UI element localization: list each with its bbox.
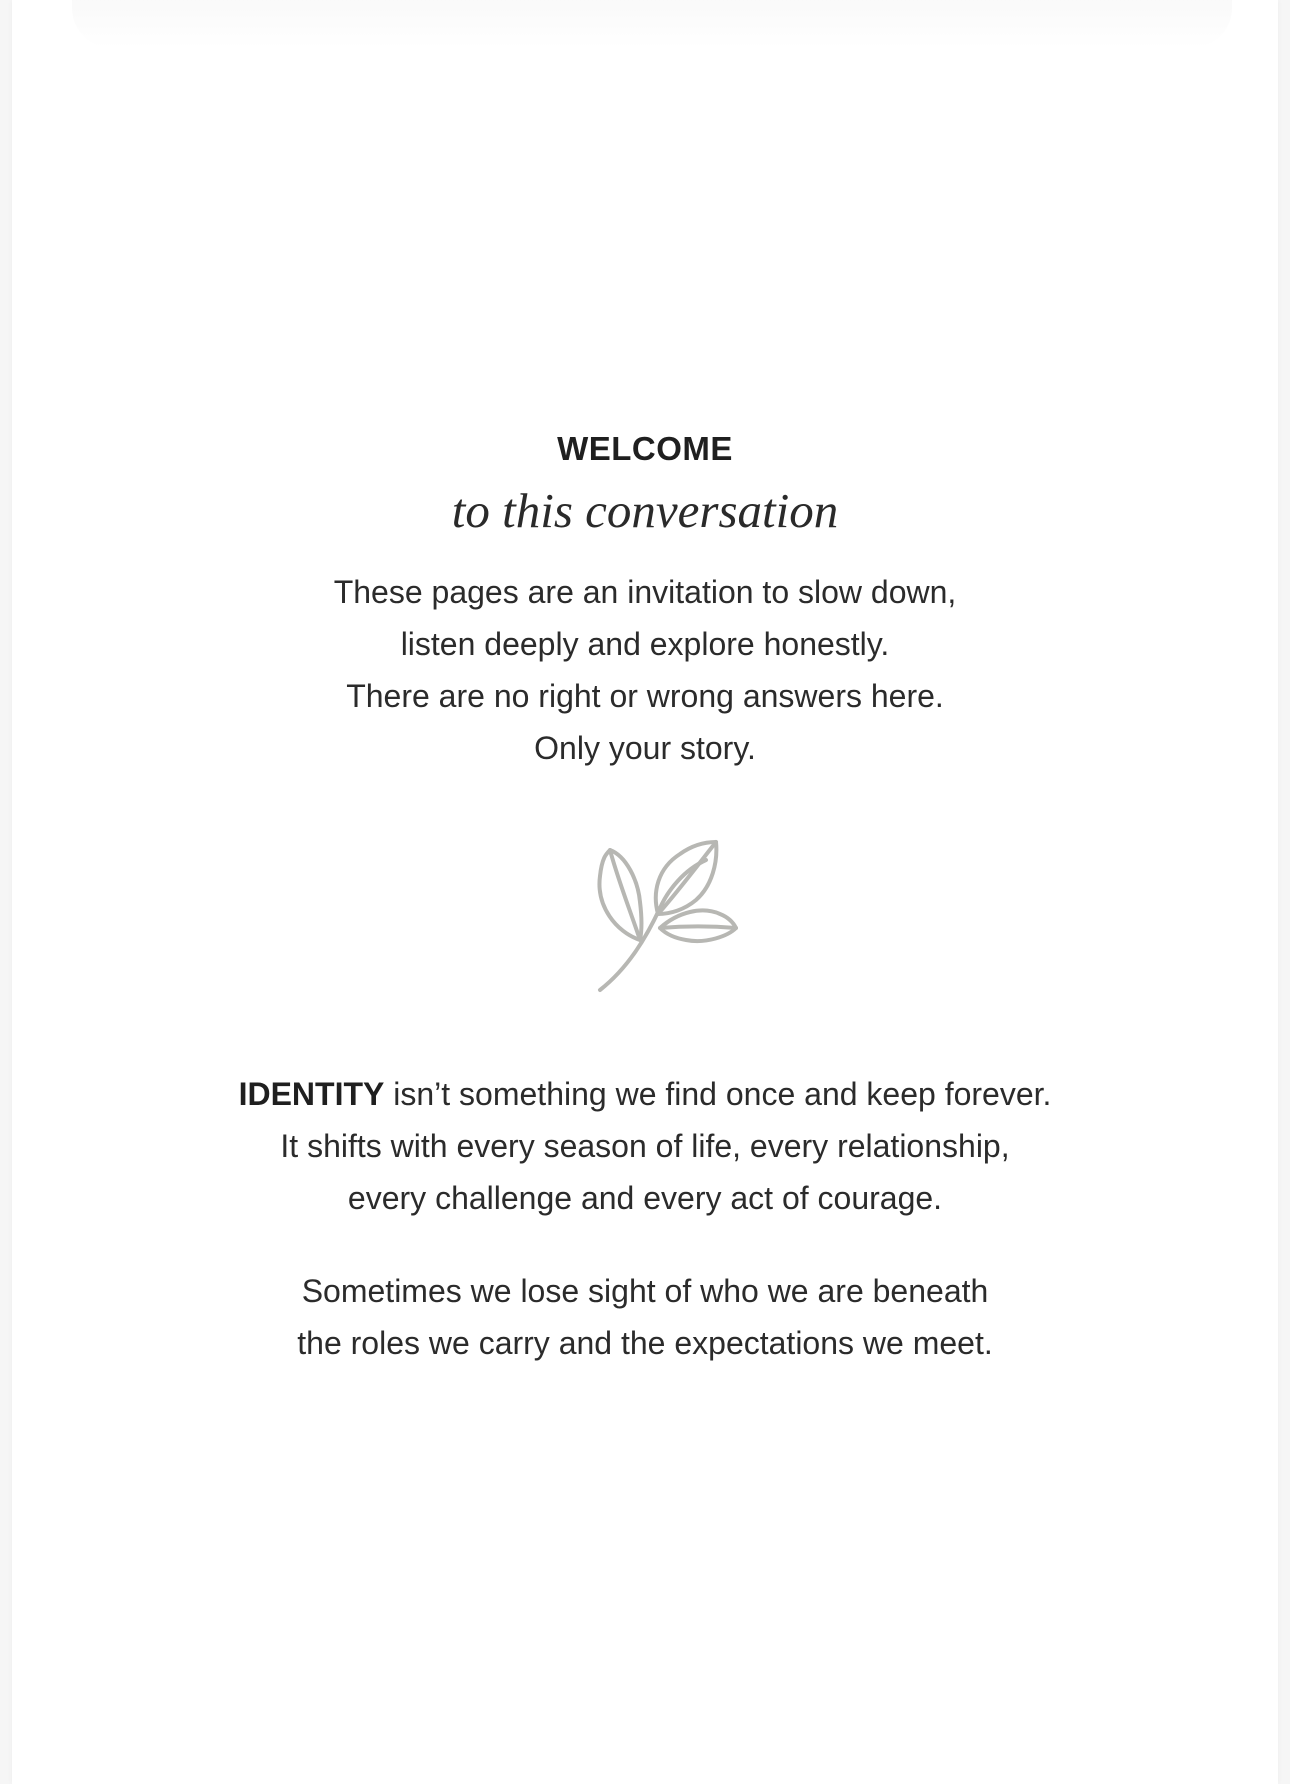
identity-keyword: IDENTITY: [238, 1076, 385, 1112]
welcome-heading: WELCOME: [557, 430, 733, 467]
intro-line: listen deeply and explore honestly.: [400, 626, 890, 662]
page-top-shadow: [72, 0, 1232, 48]
closing-line: the roles we carry and the expectations we meet.: [297, 1325, 993, 1361]
identity-line: It shifts with every season of life, every relationship,: [280, 1128, 1010, 1164]
intro-line: There are no right or wrong answers here.: [346, 678, 944, 714]
identity-paragraph: [0, 1068, 1290, 1224]
intro-line: These pages are an invitation to slow down,: [333, 574, 957, 610]
intro-paragraph: [0, 566, 1290, 774]
welcome-subtitle: to this conversation: [451, 483, 839, 538]
identity-first-line-text: isn’t something we find once and keep forever.: [384, 1076, 1052, 1112]
closing-paragraph: [0, 1265, 1290, 1369]
closing-line: Sometimes we lose sight of who we are beneath: [301, 1273, 989, 1309]
leaf-sprig-icon: [588, 836, 742, 996]
intro-line: Only your story.: [534, 730, 756, 766]
identity-first-line: [0, 1068, 1290, 1120]
identity-line: every challenge and every act of courage.: [347, 1180, 943, 1216]
